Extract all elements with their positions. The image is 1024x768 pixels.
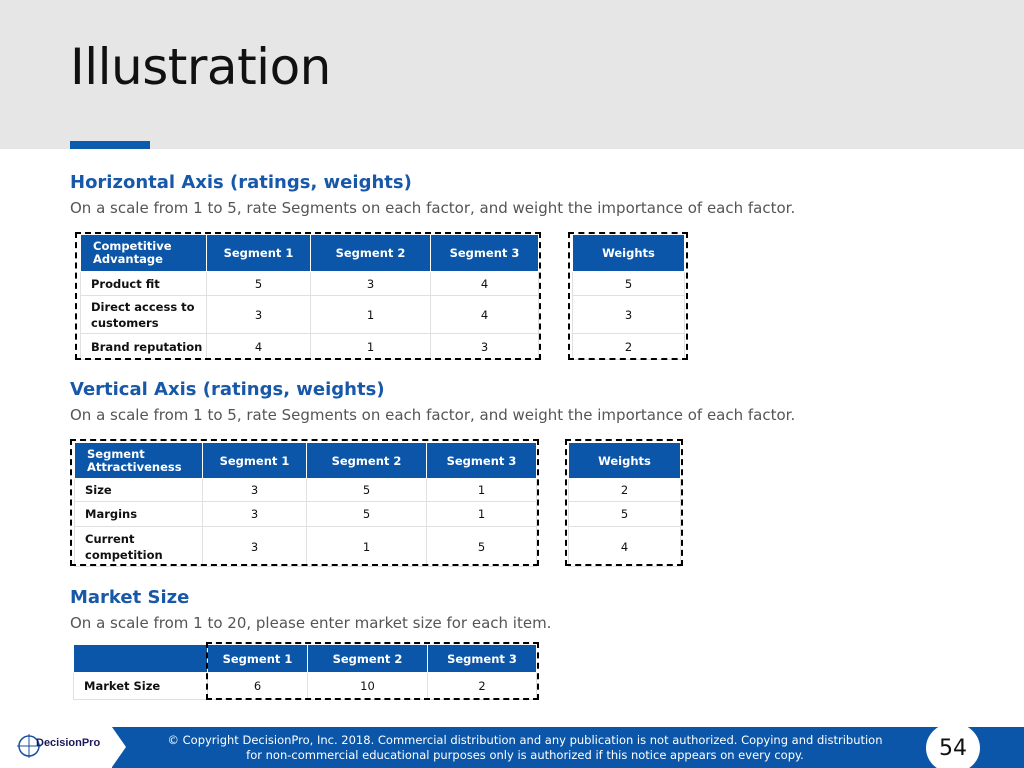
title-accent-bar: [70, 141, 150, 149]
segment-2-header: Segment 2: [311, 235, 431, 272]
rating-cell[interactable]: 1: [311, 296, 431, 334]
rating-cell[interactable]: 3: [203, 479, 307, 502]
row-label: Current competition: [75, 527, 203, 567]
rating-cell[interactable]: 3: [207, 296, 311, 334]
rating-cell[interactable]: 1: [311, 334, 431, 360]
weight-cell[interactable]: 4: [569, 527, 681, 567]
horizontal-axis-description: On a scale from 1 to 5, rate Segments on each factor, and weight the importance of each factor.: [70, 199, 796, 217]
vertical-axis-heading: Vertical Axis (ratings, weights): [70, 379, 385, 400]
table-row: [75, 527, 537, 567]
vertical-ratings-table: [74, 442, 537, 567]
footer-arrow-shape: [112, 727, 126, 767]
row-label: Product fit: [81, 272, 207, 296]
rating-cell[interactable]: 5: [427, 527, 537, 567]
page-number: 54: [939, 736, 967, 761]
horizontal-axis-heading: Horizontal Axis (ratings, weights): [70, 172, 412, 193]
segment-2-header: Segment 2: [307, 443, 427, 479]
segment-3-header: Segment 3: [428, 645, 537, 673]
logo-text: DecisionPro: [36, 737, 101, 749]
weight-cell[interactable]: 2: [573, 334, 685, 360]
rating-cell[interactable]: 3: [203, 527, 307, 567]
rating-cell[interactable]: 4: [431, 272, 539, 296]
table-row: [81, 334, 539, 360]
table-row: [74, 673, 537, 700]
competitive-advantage-header: Competitive Advantage: [81, 235, 207, 272]
rating-cell[interactable]: 4: [431, 296, 539, 334]
copyright-notice: [140, 733, 910, 763]
rating-cell[interactable]: 3: [431, 334, 539, 360]
market-size-heading: Market Size: [70, 587, 190, 608]
segment-1-header: Segment 1: [207, 235, 311, 272]
weight-cell[interactable]: 2: [569, 479, 681, 502]
table-row: [81, 296, 539, 334]
row-label: Brand reputation: [81, 334, 207, 360]
rating-cell[interactable]: 4: [207, 334, 311, 360]
weight-cell[interactable]: 3: [573, 296, 685, 334]
weights-header: Weights: [569, 443, 681, 479]
market-size-description: On a scale from 1 to 20, please enter market size for each item.: [70, 614, 552, 632]
rating-cell[interactable]: 5: [207, 272, 311, 296]
rating-cell[interactable]: 5: [307, 502, 427, 527]
weight-cell[interactable]: 5: [569, 502, 681, 527]
rating-cell[interactable]: 1: [427, 479, 537, 502]
vertical-axis-description: On a scale from 1 to 5, rate Segments on each factor, and weight the importance of each factor.: [70, 406, 796, 424]
segment-2-header: Segment 2: [308, 645, 428, 673]
vertical-weights-table: [568, 442, 681, 567]
rating-cell[interactable]: 3: [203, 502, 307, 527]
copyright-line-1: © Copyright DecisionPro, Inc. 2018. Commercial distribution and any publication is not authorized. Copying and distribution: [167, 733, 883, 747]
row-label: Size: [75, 479, 203, 502]
rating-cell[interactable]: 1: [307, 527, 427, 567]
segment-1-header: Segment 1: [208, 645, 308, 673]
page-title: Illustration: [70, 38, 331, 96]
table-row: [75, 502, 537, 527]
segment-attractiveness-header: Segment Attractiveness: [75, 443, 203, 479]
rating-cell[interactable]: 1: [427, 502, 537, 527]
market-size-table: [73, 644, 537, 700]
copyright-line-2: for non-commercial educational purposes only is authorized if this notice appears on every copy.: [246, 748, 804, 762]
rating-cell[interactable]: 5: [307, 479, 427, 502]
table-row: [81, 272, 539, 296]
horizontal-ratings-table: [80, 234, 539, 360]
weights-header: Weights: [573, 235, 685, 272]
segment-1-header: Segment 1: [203, 443, 307, 479]
market-size-cell[interactable]: 2: [428, 673, 537, 700]
row-label: Margins: [75, 502, 203, 527]
segment-3-header: Segment 3: [427, 443, 537, 479]
weight-cell[interactable]: 5: [573, 272, 685, 296]
horizontal-weights-table: [572, 234, 685, 360]
market-size-cell[interactable]: 10: [308, 673, 428, 700]
table-row: [75, 479, 537, 502]
market-size-cell[interactable]: 6: [208, 673, 308, 700]
rating-cell[interactable]: 3: [311, 272, 431, 296]
market-size-corner-header: [74, 645, 208, 673]
row-label: Market Size: [74, 673, 208, 700]
segment-3-header: Segment 3: [431, 235, 539, 272]
row-label: Direct access to customers: [81, 296, 207, 334]
